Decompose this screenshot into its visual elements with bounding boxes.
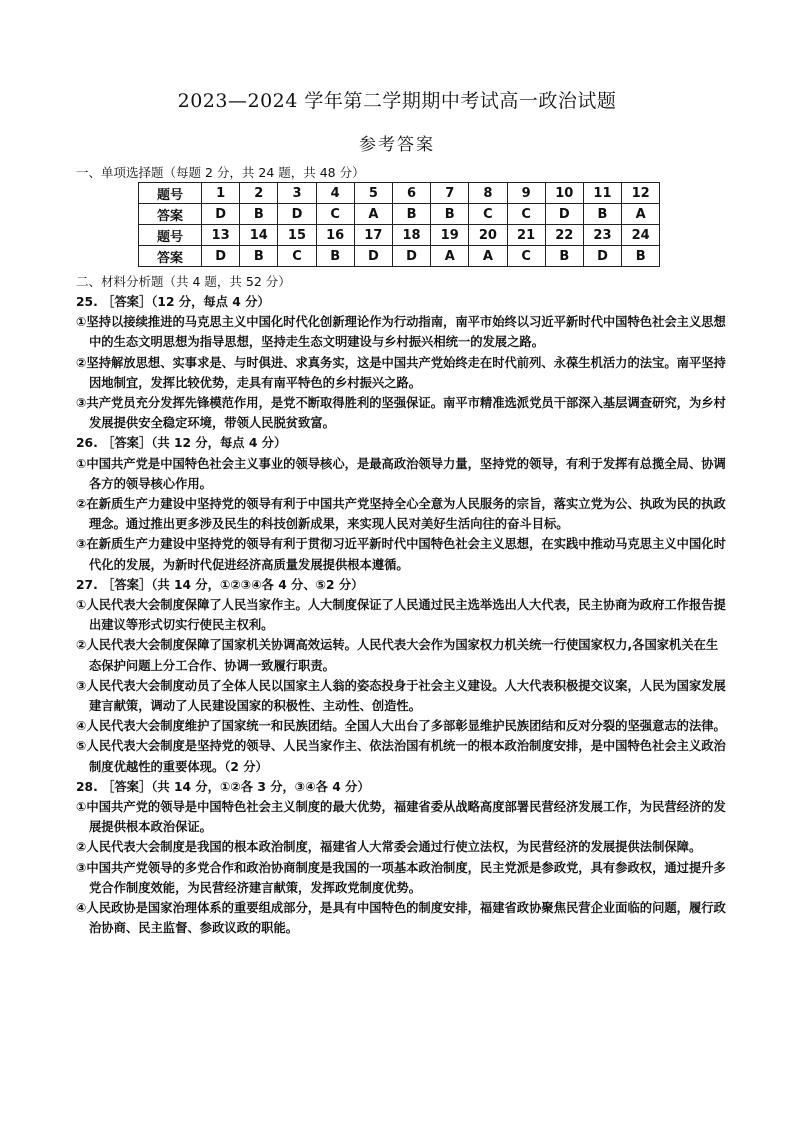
question-heading: 25. ［答案］（12 分，每点 4 分） — [76, 295, 270, 309]
question-heading: 28. ［答案］（共 14 分，①②各 3 分，③④各 4 分） — [76, 779, 370, 794]
answer-point: ①中国共产党的领导是中国特色社会主义制度的最大优势，福建省委从战略高度部署民营经济发展工作，为民营经济的发展提供根本政治保证。 — [76, 800, 726, 835]
table-cell: C — [316, 204, 354, 225]
table-cell: B — [392, 204, 430, 225]
table-cell: D — [278, 204, 316, 225]
table-cell: C — [507, 246, 545, 267]
table-cell: B — [240, 246, 278, 267]
table-cell: D — [202, 204, 240, 225]
answer-point: ③中国共产党领导的多党合作和政治协商制度是我国的一项基本政治制度，民主党派是参政党，具有参政权，通过提升多党合作制度效能，为民营经济建言献策，发挥政党制度优势。 — [76, 860, 726, 895]
page-title: 2023—2024 学年第二学期期中考试高一政治试题 — [177, 90, 617, 112]
table-cell: 4 — [316, 183, 354, 204]
table-cell: 2 — [240, 183, 278, 204]
row-label: 题号 — [139, 225, 202, 246]
table-cell: D — [545, 204, 583, 225]
answer-point: ①坚持以接续推进的马克思主义中国化时代化创新理论作为行动指南，南平市始终以习近平新时代中国特色社会主义思想中的生态文明思想为指导思想，坚持走生态文明建设与乡村振兴相统一的发展之路。 — [76, 315, 726, 350]
table-cell: 3 — [278, 183, 316, 204]
table-cell: B — [545, 246, 583, 267]
table-cell: A — [354, 204, 392, 225]
table-cell: D — [354, 246, 392, 267]
table-cell: 19 — [431, 225, 469, 246]
answer-point: ③人民代表大会制度动员了全体人民以国家主人翁的姿态投身于社会主义建设。人大代表积极提交议案，人民为国家发展建言献策，调动了人民建设国家的积极性、主动性、创造性。 — [76, 678, 726, 714]
answer-point: ②人民代表大会制度是我国的根本政治制度，福建省人大常委会通过行使立法权，为民营经济的发展提供法制保障。 — [76, 840, 702, 855]
answer-point: ③在新质生产力建设中坚持党的领导有利于贯彻习近平新时代中国特色社会主义思想，在实践中推动马克思主义中国化时代化的发展，为新时代促进经济高质量发展提供根本遵循。 — [76, 537, 726, 572]
row-label: 答案 — [139, 246, 202, 267]
questions-body — [76, 292, 726, 939]
table-cell: A — [469, 246, 507, 267]
table-row — [139, 246, 660, 267]
answer-point: ①中国共产党是中国特色社会主义事业的领导核心，是最高政治领导力量，坚持党的领导，有利于发挥有总揽全局、协调各方的领导核心作用。 — [76, 456, 726, 491]
table-row — [139, 225, 660, 246]
answer-point: ②在新质生产力建设中坚持党的领导有利于中国共产党坚持全心全意为人民服务的宗旨，落实立党为公、执政为民的执政理念。通过推出更多涉及民生的科技创新成果，来实现人民对美好生活向往的奋斗目标。 — [76, 497, 726, 532]
row-label: 答案 — [139, 204, 202, 225]
table-cell: A — [622, 204, 660, 225]
row-label: 题号 — [139, 183, 202, 204]
table-cell: 10 — [545, 183, 583, 204]
table-cell: 21 — [507, 225, 545, 246]
answer-point: ④人民代表大会制度维护了国家统一和民族团结。全国人大出台了多部彰显维护民族团结和反对分裂的坚强意志的法律。 — [76, 719, 726, 734]
table-cell: D — [202, 246, 240, 267]
table-cell: 7 — [431, 183, 469, 204]
answer-point: ①人民代表大会制度保障了人民当家作主。人大制度保证了人民通过民主选举选出人大代表，民主协商为政府工作报告提出建议等形式切实行使民主权利。 — [76, 598, 726, 633]
table-cell: D — [392, 246, 430, 267]
question-heading: 27. ［答案］（共 14 分，①②③④各 4 分、⑤2 分） — [76, 577, 364, 592]
table-cell: C — [469, 204, 507, 225]
table-cell: B — [583, 204, 621, 225]
table-cell: 11 — [583, 183, 621, 204]
table-cell: 23 — [583, 225, 621, 246]
table-cell: 14 — [240, 225, 278, 246]
table-cell: 13 — [202, 225, 240, 246]
answer-table — [138, 182, 660, 267]
table-cell: 9 — [507, 183, 545, 204]
table-cell: D — [583, 246, 621, 267]
table-cell: 20 — [469, 225, 507, 246]
table-cell: 1 — [202, 183, 240, 204]
table-cell: 12 — [622, 183, 660, 204]
answer-point: ③共产党员充分发挥先锋模范作用，是党不断取得胜利的坚强保证。南平市精准选派党员干部深入基层调查研究，为乡村发展提供安全稳定环境，带领人民脱贫致富。 — [76, 396, 726, 431]
table-cell: 18 — [392, 225, 430, 246]
answer-point: ⑤人民代表大会制度是坚持党的领导、人民当家作主、依法治国有机统一的根本政治制度安排，是中国特色社会主义政治制度优越性的重要体现。（2 分） — [76, 739, 726, 774]
table-cell: C — [507, 204, 545, 225]
table-cell: 6 — [392, 183, 430, 204]
table-cell: B — [240, 204, 278, 225]
table-row — [139, 183, 660, 204]
table-row — [139, 204, 660, 225]
table-cell: B — [316, 246, 354, 267]
answer-point: ④人民政协是国家治理体系的重要组成部分，是具有中国特色的制度安排，福建省政协聚焦民营企业面临的问题，履行政治协商、民主监督、参政议政的职能。 — [76, 901, 726, 936]
table-cell: 5 — [354, 183, 392, 204]
page-subtitle: 参考答案 — [359, 135, 435, 155]
table-cell: 22 — [545, 225, 583, 246]
table-cell: B — [431, 204, 469, 225]
table-cell: 24 — [622, 225, 660, 246]
section1-heading: 一、单项选择题（每题 2 分，共 24 题，共 48 分） — [76, 165, 365, 180]
table-cell: 15 — [278, 225, 316, 246]
table-cell: A — [431, 246, 469, 267]
answer-point: ②坚持解放思想、实事求是、与时俱进、求真务实，这是中国共产党始终走在时代前列、永葆生机活力的法宝。南平坚持因地制宜，发挥比较优势，走具有南平特色的乡村振兴之路。 — [76, 355, 726, 390]
table-cell: 17 — [354, 225, 392, 246]
question-heading: 26. ［答案］（共 12 分，每点 4 分） — [76, 436, 287, 451]
table-cell: 16 — [316, 225, 354, 246]
table-cell: 8 — [469, 183, 507, 204]
table-cell: C — [278, 246, 316, 267]
section2-heading: 二、材料分析题（共 4 题，共 52 分） — [76, 274, 291, 289]
answer-point: ②人民代表大会制度保障了国家机关协调高效运转。人民代表大会作为国家权力机关统一行使国家权力,各国家机关在生态保护问题上分工合作、协调一致履行职责。 — [76, 638, 719, 673]
table-cell: B — [622, 246, 660, 267]
